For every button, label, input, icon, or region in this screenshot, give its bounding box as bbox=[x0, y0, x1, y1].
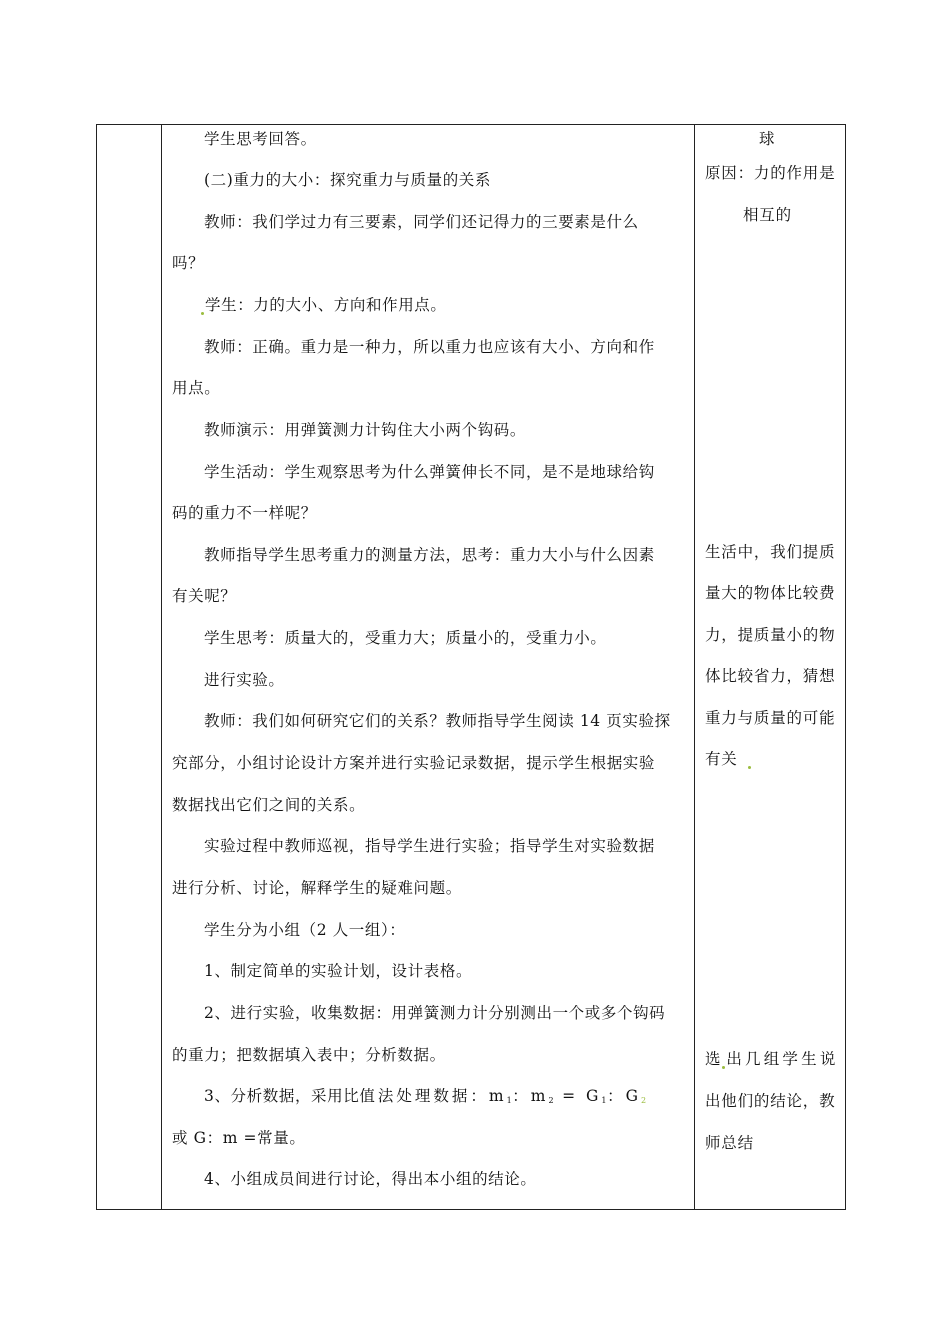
marker-dot bbox=[722, 1066, 725, 1069]
design-intent-column bbox=[695, 125, 845, 1209]
side-note-line: 原因：力的作用是 bbox=[705, 164, 836, 182]
paragraph-line: 2、进行实验，收集数据：用弹簧测力计分别测出一个或多个钩码 bbox=[204, 1004, 666, 1022]
stage-column bbox=[97, 125, 161, 1209]
side-note-line: 重力与质量的可能 bbox=[705, 709, 836, 727]
paragraph-line: 用点。 bbox=[172, 379, 221, 397]
paragraph-line: 教师指导学生思考重力的测量方法，思考：重力大小与什么因素 bbox=[204, 546, 655, 564]
paragraph-line: 或 G：m =常量。 bbox=[172, 1129, 306, 1147]
paragraph-line: 学生思考回答。 bbox=[204, 130, 317, 148]
activity-column bbox=[162, 125, 694, 1209]
side-note-line: 有关 bbox=[705, 749, 752, 769]
side-note-line: 选 出几组学生说 bbox=[705, 1050, 839, 1068]
paragraph-line: 吗？ bbox=[172, 254, 205, 272]
side-note-line: 出他们的结论，教 bbox=[705, 1092, 836, 1110]
paragraph-line: 学生：力的大小、方向和作用点。 bbox=[200, 295, 447, 315]
side-note-line: 力，提质量小的物 bbox=[705, 626, 836, 644]
paragraph-line: 4、小组成员间进行讨论，得出本小组的结论。 bbox=[204, 1170, 537, 1188]
paragraph-line: 学生思考：质量大的，受重力大；质量小的，受重力小。 bbox=[204, 629, 607, 647]
side-note-line: 量大的物体比较费 bbox=[705, 584, 836, 602]
paragraph-line: 教师：我们学过力有三要素，同学们还记得力的三要素是什么 bbox=[204, 213, 639, 231]
side-note-line: 师总结 bbox=[705, 1134, 754, 1152]
side-note-line: 体比较省力，猜想 bbox=[705, 667, 836, 685]
paragraph-line: 教师演示：用弹簧测力计钩住大小两个钩码。 bbox=[204, 421, 527, 439]
marker-dot bbox=[201, 312, 204, 315]
paragraph-line: 究部分，小组讨论设计方案并进行实验记录数据，提示学生根据实验 bbox=[172, 754, 656, 772]
lesson-table bbox=[96, 124, 846, 1210]
paragraph-line: 进行实验。 bbox=[204, 671, 285, 689]
paragraph-line: 码的重力不一样呢？ bbox=[172, 504, 317, 522]
side-note-line: 球 bbox=[759, 130, 776, 148]
paragraph-line: 教师：我们如何研究它们的关系？教师指导学生阅读 14 页实验探 bbox=[204, 712, 671, 730]
paragraph-line: 进行分析、讨论，解释学生的疑难问题。 bbox=[172, 879, 462, 897]
paragraph-line: 学生活动：学生观察思考为什么弹簧伸长不同，是不是地球给钩 bbox=[204, 463, 655, 481]
paragraph-line: 数据找出它们之间的关系。 bbox=[172, 796, 366, 814]
side-note-line: 相互的 bbox=[743, 206, 792, 224]
paragraph-line: 1、制定简单的实验计划，设计表格。 bbox=[204, 962, 473, 980]
paragraph-line: 实验过程中教师巡视，指导学生进行实验；指导学生对实验数据 bbox=[204, 837, 655, 855]
paragraph-line: 有关呢？ bbox=[172, 587, 237, 605]
section-heading: (二)重力的大小：探究重力与质量的关系 bbox=[204, 171, 491, 189]
formula-line: 3、分析数据，采用比值法处理数据：$m_1$：$m_2 = G_1$：$G_2$ bbox=[204, 1087, 647, 1105]
paragraph-line: 的重力；把数据填入表中；分析数据。 bbox=[172, 1046, 446, 1064]
marker-dot bbox=[748, 766, 751, 769]
side-note-line: 生活中，我们提质 bbox=[705, 543, 836, 561]
paragraph-line: 教师：正确。重力是一种力，所以重力也应该有大小、方向和作 bbox=[204, 338, 655, 356]
paragraph-line: 学生分为小组（2 人一组）： bbox=[204, 921, 406, 939]
